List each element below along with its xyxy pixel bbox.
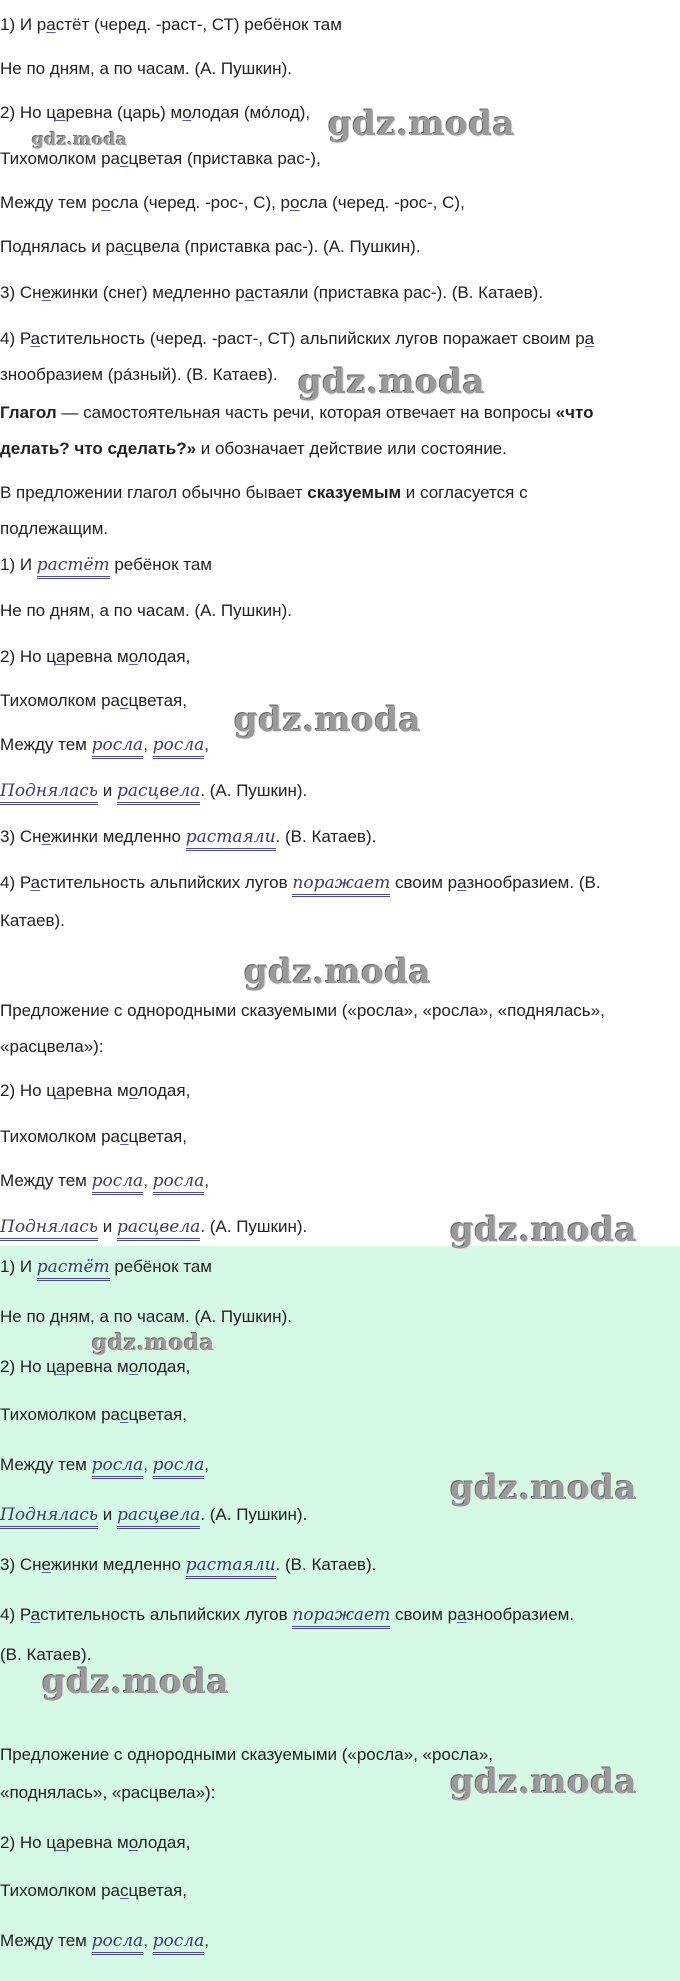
text-line: 4) Растительность альпийских лугов поражает своим разнообразием. (В. — [0, 872, 601, 894]
watermark: gdz.moda — [450, 1468, 638, 1508]
text-line: Между тем росла (черед. -рос-, С), росла (черед. -рос-, С), — [0, 193, 465, 212]
text-line: 3) Снежинки медленно растаяли. (В. Катаев). — [0, 1554, 376, 1576]
text-line: 1) И растёт ребёнок там — [0, 554, 212, 576]
text-line: знообразием (ра́зный). (В. Катаев). — [0, 365, 278, 384]
text-line: Тихомолком расцветая, — [0, 1881, 187, 1900]
text-line: 2) Но царевна (царь) молодая (мо́лод), — [0, 103, 311, 122]
text-line: 1) И растёт (черед. -раст-, СТ) ребёнок там — [0, 15, 342, 34]
watermark: gdz.moda — [328, 104, 516, 144]
text-line: 2) Но царевна молодая, — [0, 1081, 191, 1100]
text-line: Тихомолком расцветая (приставка рас-), — [0, 149, 321, 168]
text-line: 2) Но царевна молодая, — [0, 647, 191, 666]
watermark: gdz.moda — [32, 130, 128, 150]
text-line: Тихомолком расцветая, — [0, 1127, 187, 1146]
text-line: 4) Растительность альпийских лугов поражает своим разнообразием. — [0, 1604, 574, 1626]
text-line: Между тем росла, росла, — [0, 734, 209, 756]
text-line: Предложение с однородными сказуемыми («росла», «росла», «поднялась», — [0, 1001, 605, 1020]
text-line: 2) Но царевна молодая, — [0, 1833, 191, 1852]
text-line: Не по дням, а по часам. (А. Пушкин). — [0, 601, 292, 620]
text-line: 1) И растёт ребёнок там — [0, 1256, 212, 1278]
watermark: gdz.moda — [92, 1330, 215, 1356]
text-line: Предложение с однородными сказуемыми («росла», «росла», — [0, 1745, 493, 1764]
watermark: gdz.moda — [244, 952, 432, 992]
text-line: «расцвела»): — [0, 1037, 104, 1056]
watermark: gdz.moda — [450, 1210, 638, 1250]
text-line: Поднялась и расцвела. (А. Пушкин). — [0, 1216, 307, 1238]
text-line: 2) Но царевна молодая, — [0, 1357, 191, 1376]
text-line: Поднялась и расцвела. (А. Пушкин). — [0, 780, 307, 802]
watermark: gdz.moda — [42, 1662, 230, 1702]
text-line: 3) Снежинки медленно растаяли. (В. Катаев). — [0, 826, 376, 848]
text-line: Тихомолком расцветая, — [0, 1405, 187, 1424]
text-line: подлежащим. — [0, 519, 109, 538]
watermark: gdz.moda — [298, 362, 486, 402]
watermark: gdz.moda — [234, 700, 422, 740]
text-line: Между тем росла, росла, — [0, 1454, 209, 1476]
text-line: Между тем росла, росла, — [0, 1930, 209, 1952]
watermark: gdz.moda — [450, 1762, 638, 1802]
text-line: Поднялась и расцвела (приставка рас-). (А. Пушкин). — [0, 237, 421, 256]
text-line: 4) Растительность (черед. -раст-, СТ) альпийских лугов поражает своим ра — [0, 329, 595, 348]
text-line: (В. Катаев). — [0, 1645, 92, 1664]
text-line: Тихомолком расцветая, — [0, 691, 187, 710]
text-line: Не по дням, а по часам. (А. Пушкин). — [0, 59, 292, 78]
definition-line: Глагол — самостоятельная часть речи, которая отвечает на вопросы «что — [0, 403, 594, 422]
text-line: 3) Снежинки (снег) медленно растаяли (приставка рас-). (В. Катаев). — [0, 283, 544, 302]
text-line: В предложении глагол обычно бывает сказуемым и согласуется с — [0, 483, 528, 502]
text-line: Поднялась и расцвела. (А. Пушкин). — [0, 1504, 307, 1526]
definition-line: делать? что сделать?» и обозначает действие или состояние. — [0, 439, 507, 458]
text-line: Катаев). — [0, 911, 65, 930]
text-line: Между тем росла, росла, — [0, 1170, 209, 1192]
text-line: Не по дням, а по часам. (А. Пушкин). — [0, 1307, 292, 1326]
text-line: «поднялась», «расцвела»): — [0, 1783, 216, 1802]
